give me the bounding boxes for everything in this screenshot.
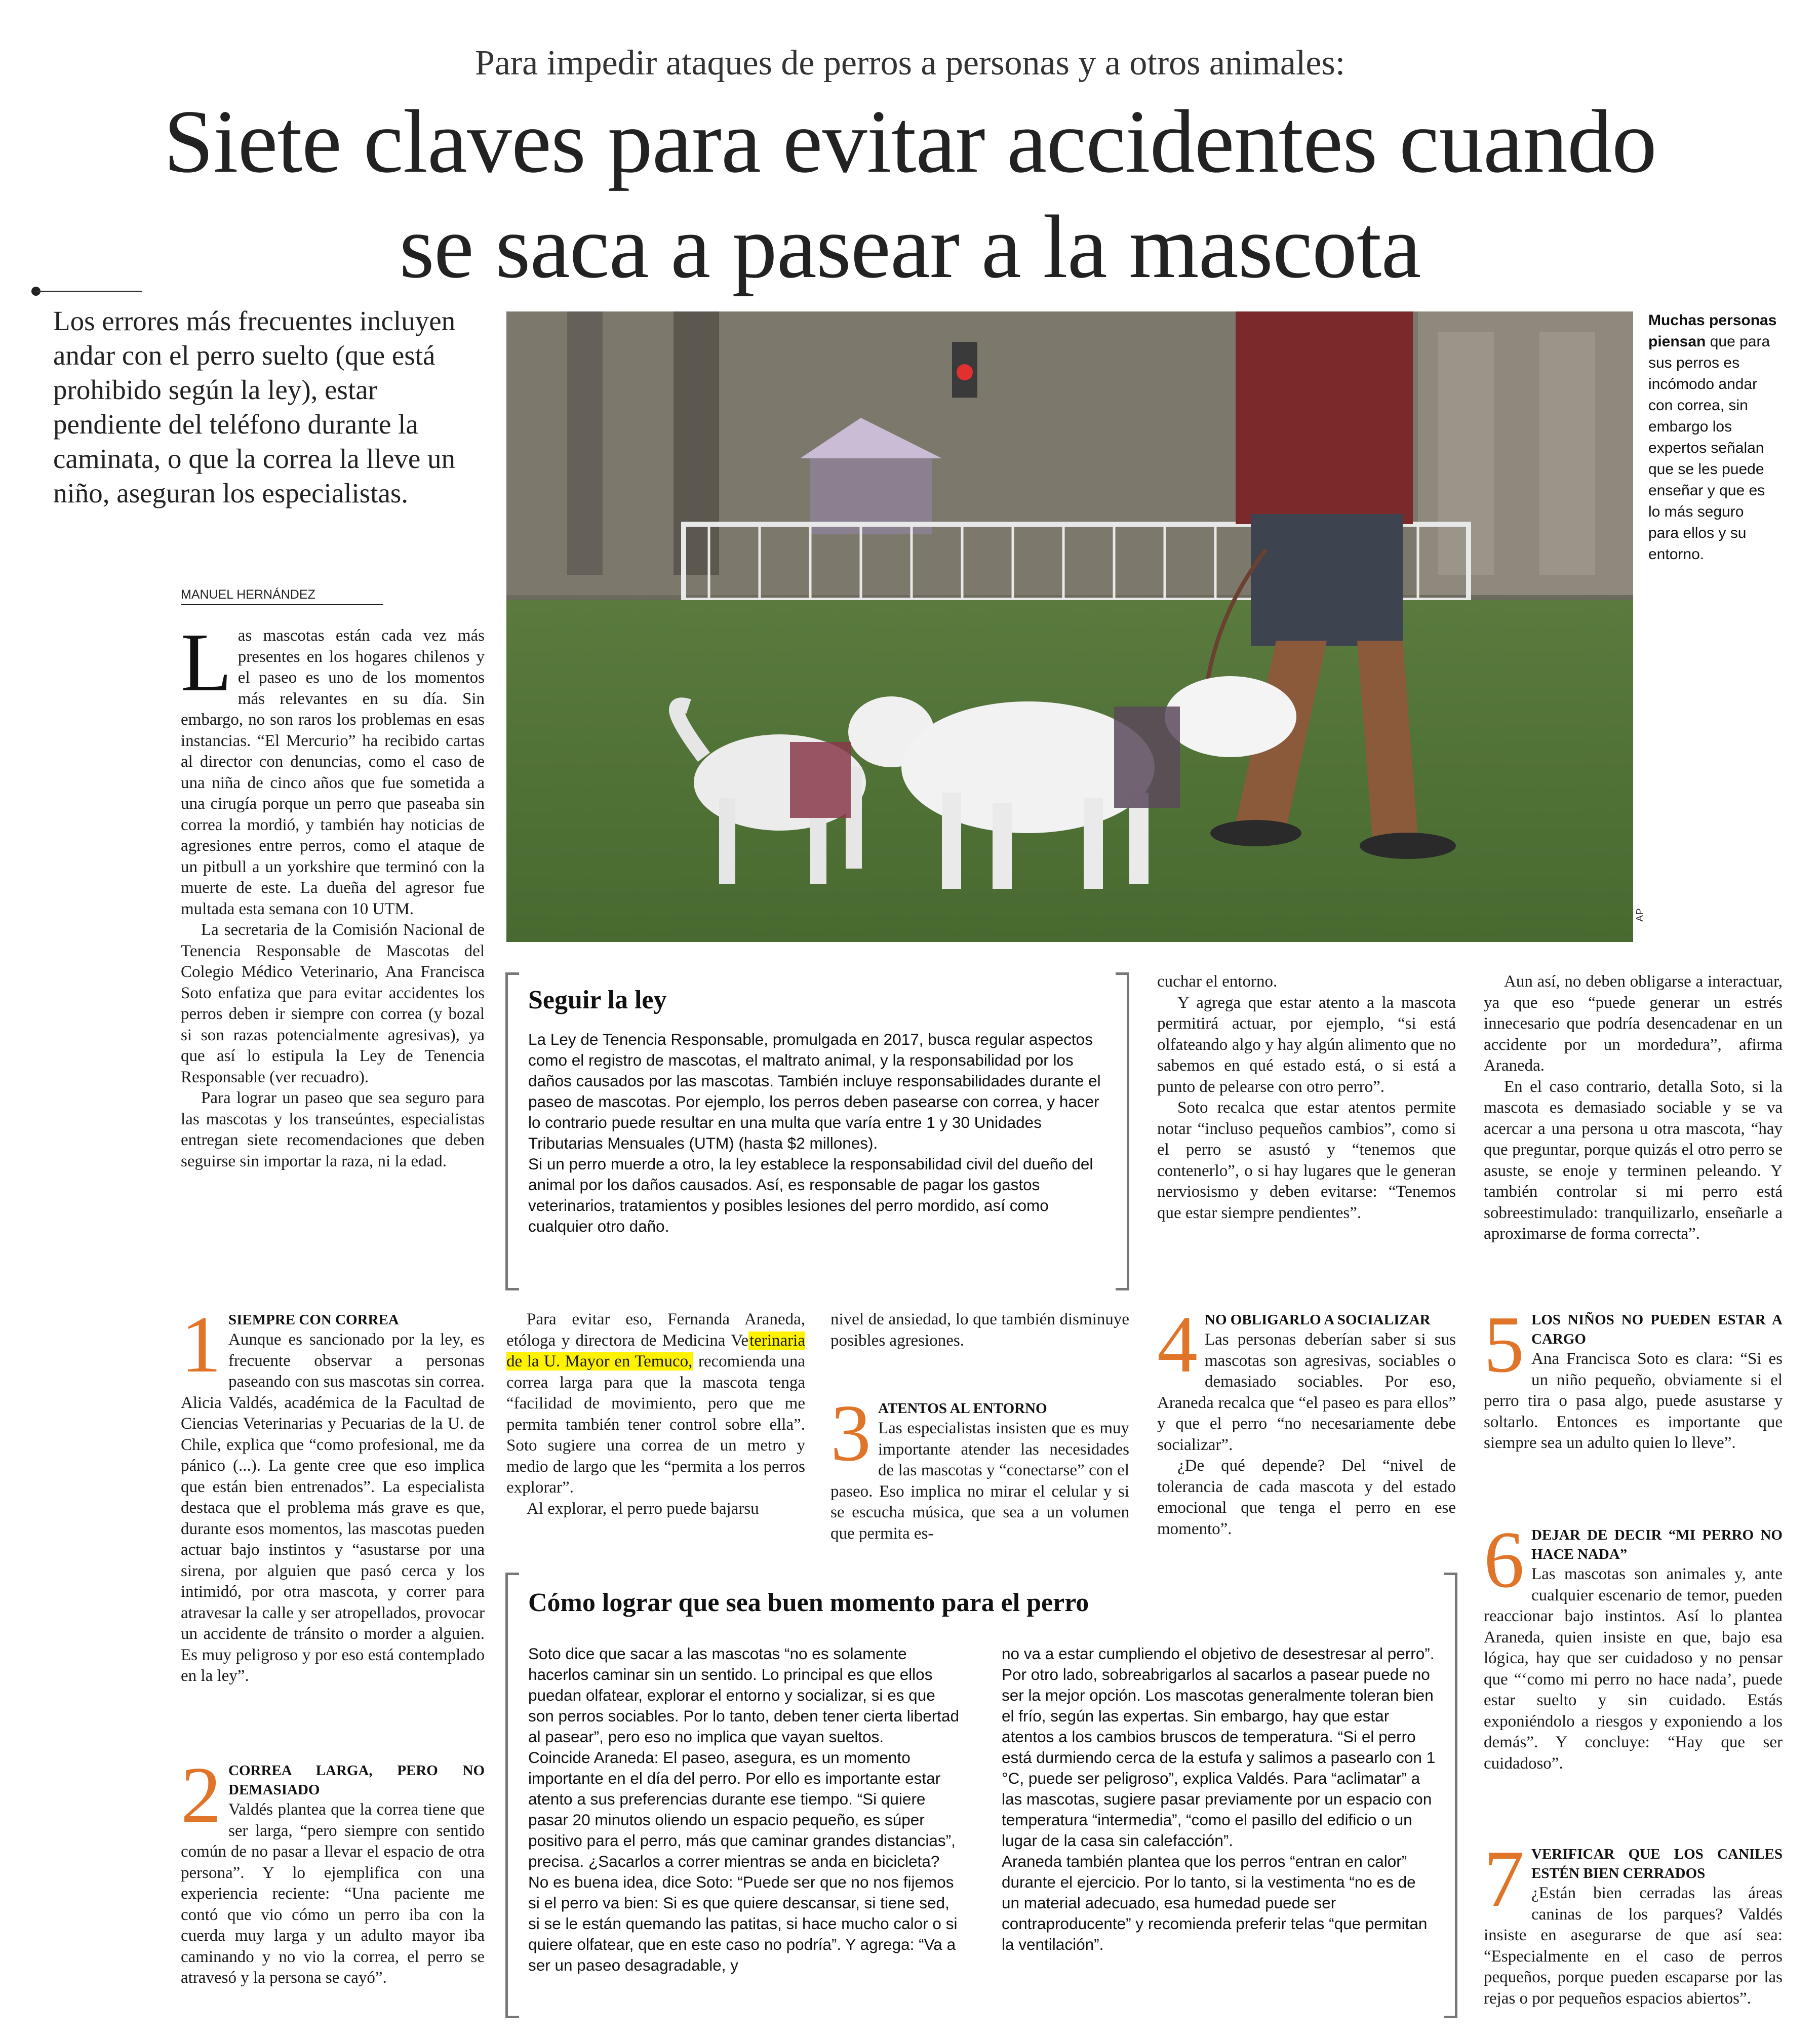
box-law-body (528, 1029, 1111, 1237)
section-3 (830, 1388, 1129, 1544)
lede-divider (35, 291, 142, 292)
sidebar-box-tips (505, 1573, 1457, 2013)
main-photo (506, 311, 1633, 942)
colR2-paragraph-2: En el caso contrario, detalla Soto, si la mascota es demasiado sociable y se va acercar a una persona u otra mascota, “hay que preguntar, porque quizás el otro perro se asuste, se enoje y terminen peleando. Y también controlar si mi perro está sobreestimulado: tranquilizarlo, enseñarle a aproximarse de forma correcta”. (1484, 1077, 1783, 1243)
section-title-3: ATENTOS AL ENTORNO (878, 1400, 1047, 1417)
section-body-1: Aunque es sancionado por la ley, es frecuente observar a personas paseando con sus mascotas sin correa. Alicia Valdés, académica de la Facultad de Ciencias Veterinarias y Pecuarias de la U. de Chile, explica que “como profesional, me da pánico (...). La gente cree que eso implica que están bien entrenados”. La especialista destaca que el problema más grave es que, durante esos momentos, las mascotas pueden actuar bajo instintos y “asustarse por una sirena, por alguien que pasó cerca y los intimidó, por otra mascota, y correr para atravesar la calle y ser atropellados, provocar un accidente de tránsito o morder a alguien. Es muy peligroso y por eso está contemplado en la ley”. (181, 1330, 485, 1685)
box-tips-bracket-left (505, 1573, 519, 2018)
section-body-7: ¿Están bien cerradas las áreas caninas de los parques? Valdés insiste en asegurarse de que así sea: “Especialmente en el caso de perros pequeños, porque pueden escaparse por las rejas o por pequeños espacios abiertos”. (1484, 1884, 1783, 2008)
box-law-paragraph-2: Si un perro muerde a otro, la ley establece la responsabilidad civil del dueño del animal por los daños causados. Así, es responsable de pagar los gastos veterinarios, tratamientos y posibles lesiones del perro mordido, así como cualquier otro daño. (528, 1155, 1093, 1235)
box-bracket-left (505, 972, 519, 1290)
box-tips-left-paragraph-1: Soto dice que sacar a las mascotas “no es solamente hacerlos caminar sin un sentido. Lo principal es que ellos puedan olfatear, explorar el entorno y socializar, si es que son perros sociables. Por lo tanto, deben tener cierta libertad al pasear”, pero eso no implica que vayan sueltos. (528, 1644, 959, 1746)
col3-paragraph-1: nivel de ansiedad, lo que también disminuye posibles agresiones. (830, 1310, 1129, 1350)
box-bracket-right (1116, 972, 1129, 1290)
section-body-3: Las especialistas insisten que es muy importante atender las necesidades de las mascotas y “conectarse” con el paseo. Eso implica no mirar el celular y si se escucha música, que sea a un volumen que permita es- (830, 1419, 1129, 1543)
box-tips-right-paragraph-3: Araneda también plantea que los perros “entran en calor” durante el ejercicio. Por lo tanto, si la vestimenta “no es de un material adecuado, esa humedad puede ser contraproducente” y recomienda preferir telas “que permitan la ventilación”. (1002, 1852, 1428, 1953)
section-1 (181, 1299, 485, 1687)
section-7 (1484, 1833, 1783, 2009)
box-law-title: Seguir la ley (528, 986, 667, 1014)
section-number-5: 5 (1484, 1299, 1524, 1389)
photo-credit: AP (1635, 908, 1646, 922)
colR1-paragraph-1: cuchar el entorno. (1157, 972, 1278, 991)
column-3-continuation (830, 1309, 1129, 1351)
section-title-1: SIEMPRE CON CORREA (228, 1312, 399, 1328)
colR2-paragraph-1: Aun así, no deben obligarse a interactuar, ya que eso “puede generar un estrés innecesario que podría desencadenar en un accidente por un mordedura”, afirma Araneda. (1484, 972, 1783, 1075)
section-title-7: VERIFICAR QUE LOS CANILES ESTÉN BIEN CERRADOS (1531, 1846, 1783, 1882)
section-body-6: Las mascotas son animales y, ante cualquier escenario de temor, pueden reaccionar bajo instintos. Así lo plantea Araneda, quien insiste en que, bajo esa lógica, hay que ser cuidadoso y no pensar que “‘como mi perro no hace nada’, puede estar suelto y sin cuidado. Estás exponiéndolo a riesgos y exponiendo a los demás”. Y concluye: “Hay que ser cuidadoso”. (1484, 1565, 1783, 1773)
box-tips-bracket-right (1444, 1573, 1457, 2018)
caption-text: que para sus perros es incómodo andar con correa, sin embargo los expertos señalan que se les puede enseñar y que es lo más seguro para ellos y su entorno. (1648, 333, 1770, 563)
section-title-6: DEJAR DE DECIR “MI PERRO NO HACE NADA” (1531, 1527, 1783, 1562)
intro-paragraph-2: La secretaria de la Comisión Nacional de Tenencia Responsable de Mascotas del Colegio Médico Veterinario, Ana Francisca Soto enfatiza que para evitar accidentes los perros deben ir siempre con correa (y bozal si son razas potencialmente agresivas), ya que así lo estipula la Ley de Tenencia Responsable (ver recuadro). (181, 921, 485, 1086)
col2-text-b: recomienda una correa larga para que la mascota tenga “facilidad de movimiento, pero que me permita también tener control sobre ella”. Soto sugiere una correa de un metro y medio de largo que les “permita a los perros explorar”. (506, 1352, 806, 1497)
section-4 (1157, 1299, 1456, 1540)
box-tips-left-column (528, 1643, 964, 1976)
col2-paragraph-1 (506, 1309, 805, 1499)
section-body-4b: ¿De qué depende? Del “nivel de tolerancia de cada mascota y del estado emocional que tenga el perro en ese momento”. (1157, 1457, 1456, 1538)
byline: MANUEL HERNÁNDEZ (181, 587, 383, 605)
headline (76, 89, 1744, 299)
highlighted-text: terinaria de la U. Mayor en Temuco, (506, 1331, 805, 1370)
box-tips-right-paragraph-1: no va a estar cumpliendo el objetivo de desestresar al perro”. (1002, 1644, 1435, 1663)
colR1-paragraph-3: Soto recalca que estar atentos permite notar “incluso pequeños cambios”, como si el perro se asustó y “tenemos que contenerlo”, o si hay lugares que le generan nerviosismo y deben evitarse: “Tenemos que estar siempre pendientes”. (1157, 1099, 1456, 1222)
box-tips-right-paragraph-2: Por otro lado, sobreabrigarlos al sacarlos a pasear puede no ser la mejor opción. Los mascotas generalmente toleran bien el frío, según las expertas. Sin embargo, hay que estar atentos a los cambios bruscos de temperatura. “Si el perro está durmiendo cerca de la estufa y salimos a pasearlo con 1 °C, puede ser peligroso”, explica Valdés. Para “aclimatar” a las mascotas, sugiere pasar previamente por un espacio con temperatura “intermedia”, “como el pasillo del edificio o un lugar de la casa sin calefacción”. (1002, 1665, 1436, 1850)
section-6 (1484, 1514, 1783, 1774)
colR1-paragraph-2: Y agrega que estar atento a la mascota permitirá actuar, por ejemplo, “si está olfateando algo y hay algún alimento que no sabemos en qué estado está, o si está a punto de pelearse con otro perro”. (1157, 993, 1456, 1096)
section-number-7: 7 (1484, 1833, 1524, 1924)
section-title-4: NO OBLIGARLO A SOCIALIZAR (1205, 1312, 1431, 1328)
sidebar-box-law (505, 972, 1129, 1285)
headline-line1: Siete claves para evitar accidentes cuando (164, 91, 1656, 191)
intro-paragraph-1: as mascotas están cada vez más presentes en los hogares chilenos y el paseo es uno de los momentos más relevantes en su día. Sin embargo, no son raros los problemas en esas instancias. “El Mercurio” ha recibido cartas al director con denuncias, como el caso de una niña de cinco años que fue sometida a una cirugía porque un perro que paseaba sin correa la mordió, y también hay noticias de agresiones entre perros, como el ataque de un pitbull a un yorkshire que terminó con la muerte de este. La dueña del agresor fue multada esta semana con 10 UTM. (181, 626, 485, 918)
intro-paragraph-3: Para lograr un paseo que sea seguro para las mascotas y los transeúntes, especialistas entregan siete recomendaciones que deben seguirse sin importar la raza, ni la edad. (181, 1089, 485, 1170)
section-body-4: Las personas deberían saber si sus mascotas son agresivas, sociables o demasiado sociables. Por eso, Araneda recalca que “el paseo es para ellos” y que el perro “no necesariamente debe socializar”. (1157, 1330, 1456, 1454)
drop-cap: L (181, 616, 232, 709)
box-tips-right-column (1002, 1643, 1437, 1955)
section-number-2: 2 (181, 1750, 221, 1840)
section-5 (1484, 1299, 1783, 1454)
box-law-paragraph-1: La Ley de Tenencia Responsable, promulgada en 2017, busca regular aspectos como el registro de mascotas, el maltrato animal, y la responsabilidad por los daños causados por las mascotas. También incluye responsabilidades durante el paseo de mascotas. Por ejemplo, los perros deben pasearse con correa, y hacer lo contrario puede resultar en una multa que varía entre 1 y 30 Unidades Tributarias Mensuales (UTM) (hasta $2 millones). (528, 1030, 1101, 1152)
column-2-continuation (506, 1309, 805, 1519)
section-body-5: Ana Francisca Soto es clara: “Si es un niño pequeño, obviamente si el perro tira o pasa algo, puede asustarse y soltarlo. Entonces es importante que siempre sea un adulto quien lo lleve”. (1484, 1350, 1783, 1452)
box-tips-title: Cómo lograr que sea buen momento para el perro (528, 1588, 1089, 1617)
section-number-4: 4 (1157, 1299, 1198, 1389)
kicker: Para impedir ataques de perros a personas y a otros animales: (474, 44, 1346, 83)
section-body-2: Valdés plantea que la correa tiene que ser larga, “pero siempre con sentido común de no pasar a llevar el espacio de otra persona”. Y lo ejemplifica con una experiencia reciente: “Una paciente me contó que vio cómo un perro iba con la cuerda muy larga y un adulto mayor iba caminando y no vio la correa, el perro se atravesó y la persona se cayó”. (181, 1800, 485, 1987)
photo-caption (1648, 310, 1777, 565)
section-number-1: 1 (181, 1299, 221, 1389)
box-tips-left-paragraph-2: Coincide Araneda: El paseo, asegura, es un momento importante en el día del perro. Por ello es importante estar atento a sus preferencias durante ese tiempo. “Si quiere pasar 20 minutos oliendo un espacio pequeño, es súper positivo para el perro, más que caminar grandes distancias”, precisa. ¿Sacarlos a correr mientras se anda en bicicleta? No es buena idea, dice Soto: “Puede ser que no nos fijemos si el perro va bien: Si es que quiere descansar, si tiene sed, si se le están quemando las patitas, si hace mucho calor o si quiere olfatear, que en este caso no podría”. Y agrega: “Va a ser un paseo desagradable, y (528, 1748, 958, 1974)
section-title-5: LOS NIÑOS NO PUEDEN ESTAR A CARGO (1531, 1312, 1783, 1347)
section-2 (181, 1750, 485, 1989)
lede: Los errores más frecuentes incluyen andar con el perro suelto (que está prohibido según la ley), estar pendiente del teléfono durante la caminata, o que la correa la lleve un niño, aseguran los especialistas. (53, 305, 456, 508)
column-right-1 (1157, 971, 1456, 1224)
col2-paragraph-2: Al explorar, el perro puede bajarsu (527, 1499, 759, 1518)
section-title-2: CORREA LARGA, PERO NO DEMASIADO (228, 1762, 485, 1798)
caption-lead: Muchas personas piensan (1648, 312, 1777, 350)
section-number-3: 3 (830, 1388, 871, 1478)
section-number-6: 6 (1484, 1514, 1524, 1604)
intro-column (181, 616, 485, 1172)
headline-line2: se saca a pasear a la mascota (399, 197, 1421, 297)
column-right-2 (1484, 971, 1783, 1245)
col2-text-a: Para evitar eso, Fernanda Araneda, etóloga y directora de Medicina Ve (506, 1310, 805, 1350)
